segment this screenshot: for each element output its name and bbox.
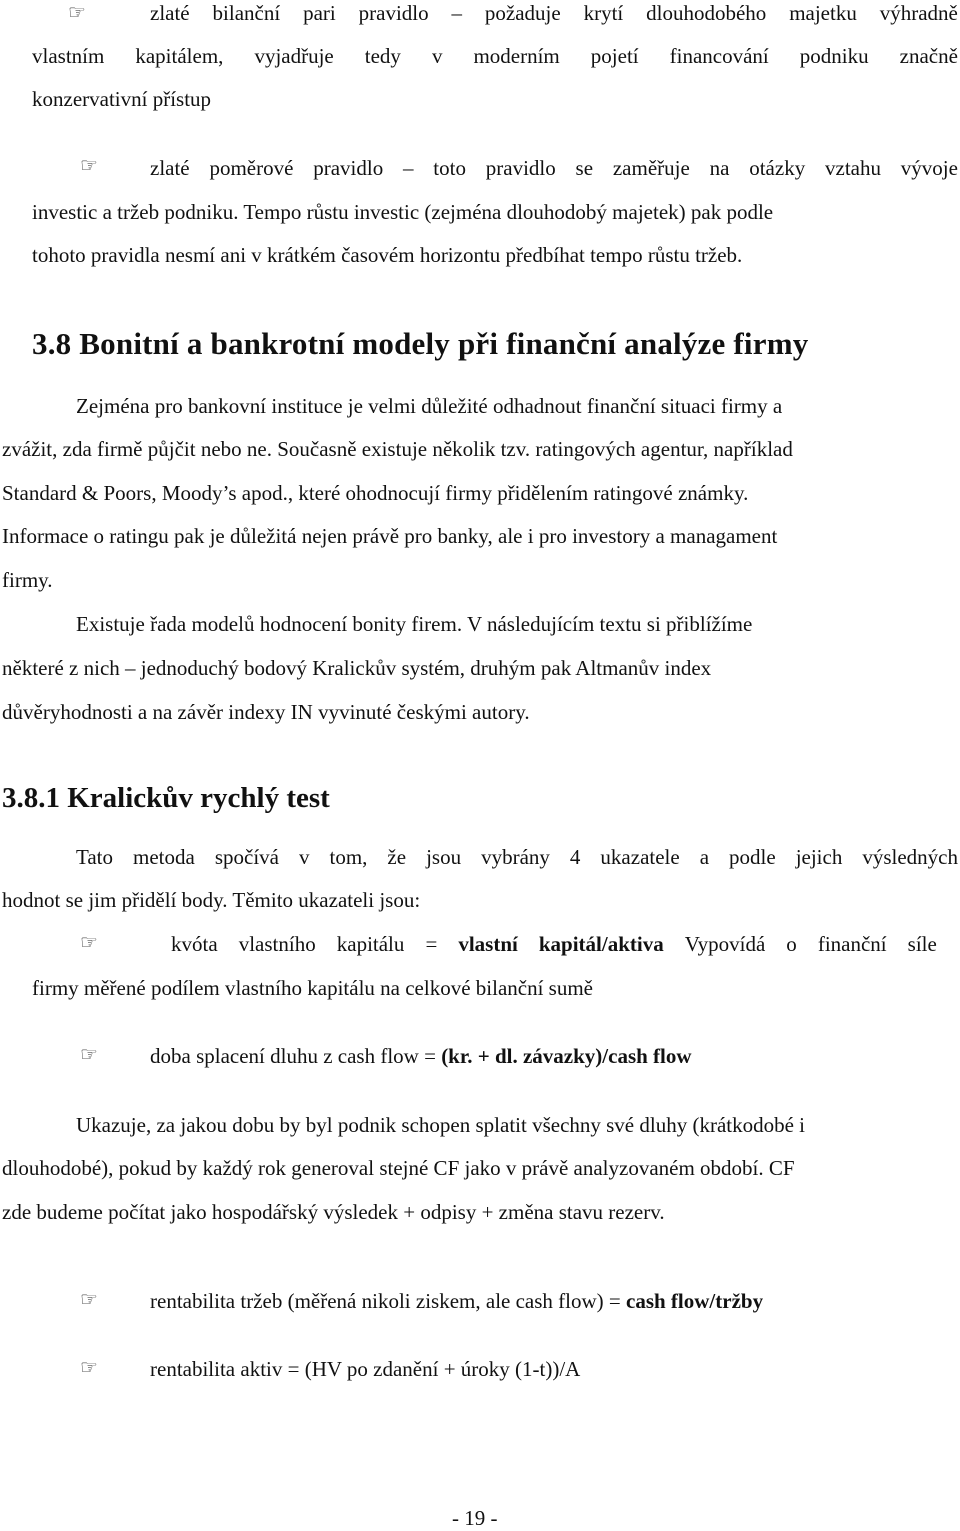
pointing-hand-icon: ☞ (80, 932, 98, 954)
pointing-hand-icon: ☞ (80, 1289, 98, 1311)
section-paragraph-1-line-2: zvážit, zda firmě půjčit nebo ne. Současně existuje několik tzv. ratingových agentur, například (2, 437, 793, 461)
subsection-paragraph-2-line-2: dlouhodobé), pokud by každý rok generoval stejné CF jako v právě analyzovaném období. CF (2, 1156, 795, 1180)
subsection-paragraph-2-line-1: Ukazuje, za jakou dobu by byl podnik schopen splatit všechny své dluhy (krátkodobé i (76, 1113, 806, 1137)
bullet-2-line-1: zlaté poměrové pravidlo – toto pravidlo se zaměřuje na otázky vztahu vývoje (150, 156, 958, 180)
subsection-paragraph-2-line-3: zde budeme počítat jako hospodářský výsledek + odpisy + změna stavu rezerv. (2, 1200, 665, 1224)
item-1-line-2: firmy měřené podílem vlastního kapitálu na celkové bilanční sumě (32, 976, 594, 1000)
subsection-paragraph-1-line-2: hodnot se jim přidělí body. Těmito ukazateli jsou: (2, 888, 421, 912)
bullet-2-line-3: tohoto pravidla nesmí ani v krátkém časovém horizontu předbíhat tempo růstu tržeb. (32, 243, 743, 267)
section-paragraph-1-line-1: Zejména pro bankovní instituce je velmi důležité odhadnout finanční situaci firmy a (76, 394, 783, 418)
page-number: - 19 - (452, 1506, 498, 1530)
item-3-line-1: rentabilita tržeb (měřená nikoli ziskem, ale cash flow) = cash flow/tržby (150, 1289, 764, 1313)
section-paragraph-1-line-5: firmy. (2, 568, 53, 592)
pointing-hand-icon: ☞ (80, 1357, 98, 1379)
bullet-1-line-2: vlastním kapitálem, vyjadřuje tedy v moderním pojetí financování podniku značně (32, 44, 958, 68)
section-paragraph-1-line-3: Standard & Poors, Moody’s apod., které ohodnocují firmy přidělením ratingové známky. (2, 481, 749, 505)
section-paragraph-2-line-2: některé z nich – jednoduchý bodový Kralickův systém, druhým pak Altmanův index (2, 656, 712, 680)
section-paragraph-2-line-1: Existuje řada modelů hodnocení bonity firem. V následujícím textu si přiblížíme (76, 612, 753, 636)
section-paragraph-2-line-3: důvěryhodnosti a na závěr indexy IN vyvinuté českými autory. (2, 700, 530, 724)
item-4-line-1: rentabilita aktiv = (HV po zdanění + úroky (1-t))/A (150, 1357, 581, 1381)
bullet-1-line-3: konzervativní přístup (32, 87, 212, 111)
subsection-heading: 3.8.1 Kralickův rychlý test (2, 782, 330, 814)
pointing-hand-icon: ☞ (80, 155, 98, 177)
item-1-line-1: kvóta vlastního kapitálu = vlastní kapitál/aktiva Vypovídá o finanční síle (171, 932, 937, 956)
bullet-2-line-2: investic a tržeb podniku. Tempo růstu investic (zejména dlouhodobý majetek) pak podle (32, 200, 774, 224)
subsection-paragraph-1-line-1: Tato metoda spočívá v tom, že jsou vybrány 4 ukazatele a podle jejich výsledných (76, 845, 958, 869)
section-paragraph-1-line-4: Informace o ratingu pak je důležitá nejen právě pro banky, ale i pro investory a managament (2, 524, 778, 548)
bullet-1-line-1: zlaté bilanční pari pravidlo – požaduje krytí dlouhodobého majetku výhradně (150, 1, 958, 25)
pointing-hand-icon: ☞ (80, 1044, 98, 1066)
pointing-hand-icon: ☞ (68, 2, 86, 24)
item-2-line-1: doba splacení dluhu z cash flow = (kr. + dl. závazky)/cash flow (150, 1044, 692, 1068)
section-heading: 3.8 Bonitní a bankrotní modely při finanční analýze firmy (32, 326, 809, 361)
